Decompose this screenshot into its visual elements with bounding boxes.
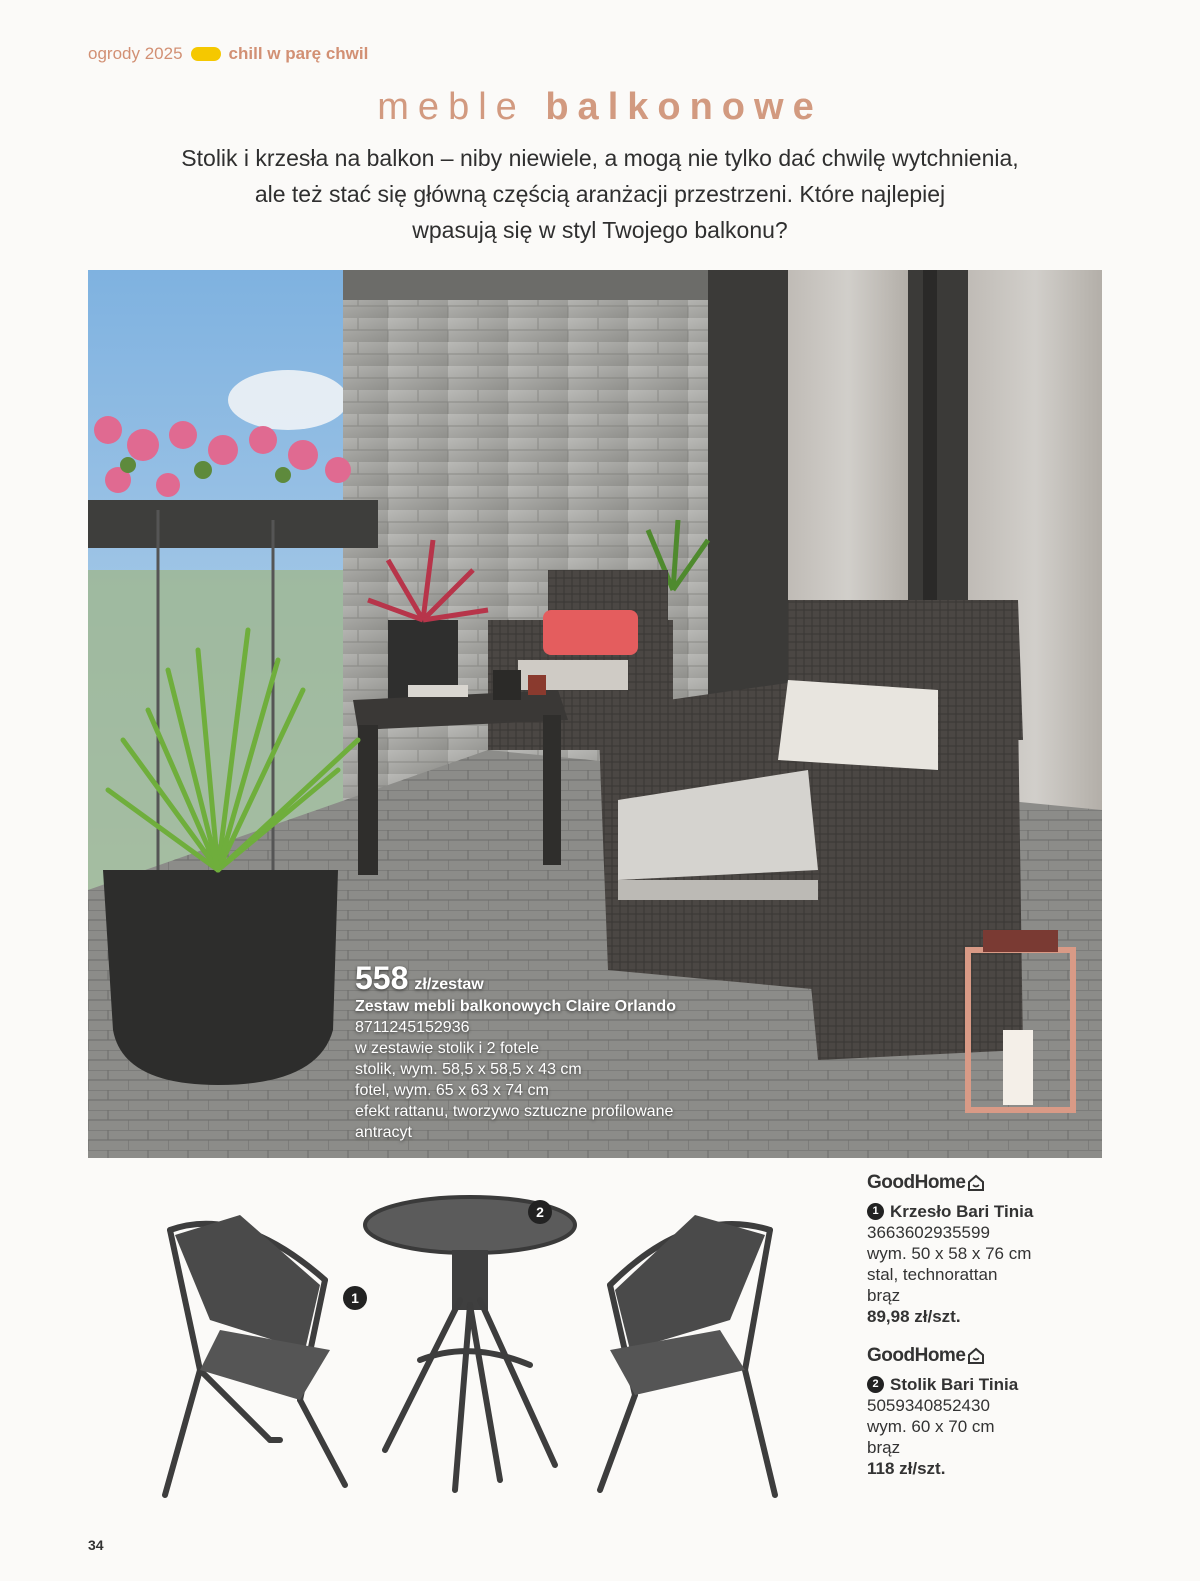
product-price: 118 zł/szt.: [867, 1459, 946, 1478]
intro-line: wpasują się w styl Twojego balkonu?: [412, 217, 788, 243]
intro-line: ale też stać się główną częścią aranżacji przestrzeni. Które najlepiej: [254, 181, 946, 207]
page-header: [88, 44, 368, 64]
product-name: Krzesło Bari Tinia: [890, 1202, 1034, 1221]
product-price: 89,98 zł/szt.: [867, 1307, 961, 1326]
product-line: wym. 50 x 58 x 76 cm: [867, 1244, 1032, 1263]
product-name: Stolik Bari Tinia: [890, 1375, 1019, 1394]
title-light: meble: [377, 86, 526, 128]
house-icon: [967, 1347, 985, 1365]
hero-price-unit: zł/zestaw: [414, 976, 484, 993]
product-line: brąz: [867, 1438, 901, 1457]
product-title: [867, 1374, 1167, 1395]
brand-name: GoodHome: [867, 1172, 966, 1193]
product-code: 3663602935599: [867, 1223, 990, 1242]
hero-product-code: 8711245152936: [355, 1019, 470, 1036]
chairs-and-table-illustration: [130, 1190, 810, 1510]
hero-product-line: antracyt: [355, 1124, 412, 1141]
product-code: 5059340852430: [867, 1396, 990, 1415]
section-label: chill w parę chwil: [228, 44, 369, 63]
intro-line: Stolik i krzesła na balkon – niby niewiele, a mogą nie tylko dać chwilę wytchnienia,: [181, 145, 1019, 171]
hero-price-row: [355, 960, 676, 996]
number-badge: 1: [867, 1203, 884, 1220]
title-bold: balkonowe: [545, 86, 823, 128]
product-badge-2: 2: [528, 1200, 552, 1224]
hero-product-line: efekt rattanu, tworzywo sztuczne profilowane: [355, 1103, 674, 1120]
hero-product-info: [355, 960, 676, 1143]
product-line: stal, technorattan: [867, 1265, 998, 1284]
hero-price: 558: [355, 960, 409, 996]
product-illustrations: [130, 1190, 810, 1510]
intro-text: [100, 140, 1100, 248]
hero-product-line: w zestawie stolik i 2 fotele: [355, 1040, 540, 1057]
product-spec-1: [867, 1172, 1167, 1327]
page-title: [0, 86, 1200, 129]
product-line: wym. 60 x 70 cm: [867, 1417, 995, 1436]
page-number: 34: [88, 1537, 104, 1553]
product-badge-1: 1: [343, 1286, 367, 1310]
number-badge: 2: [867, 1376, 884, 1393]
hero-product-name: Zestaw mebli balkonowych Claire Orlando: [355, 998, 676, 1015]
yellow-pill-icon: [191, 47, 221, 61]
brand-name: GoodHome: [867, 1345, 966, 1366]
hero-product-line: stolik, wym. 58,5 x 58,5 x 43 cm: [355, 1061, 582, 1078]
hero-product-line: fotel, wym. 65 x 63 x 74 cm: [355, 1082, 549, 1099]
brand-logo: [867, 1172, 1167, 1193]
product-title: [867, 1201, 1167, 1222]
house-icon: [967, 1174, 985, 1192]
product-line: brąz: [867, 1286, 901, 1305]
product-spec-2: [867, 1345, 1167, 1479]
brand-logo: [867, 1345, 1167, 1366]
catalog-label: ogrody 2025: [88, 44, 183, 63]
